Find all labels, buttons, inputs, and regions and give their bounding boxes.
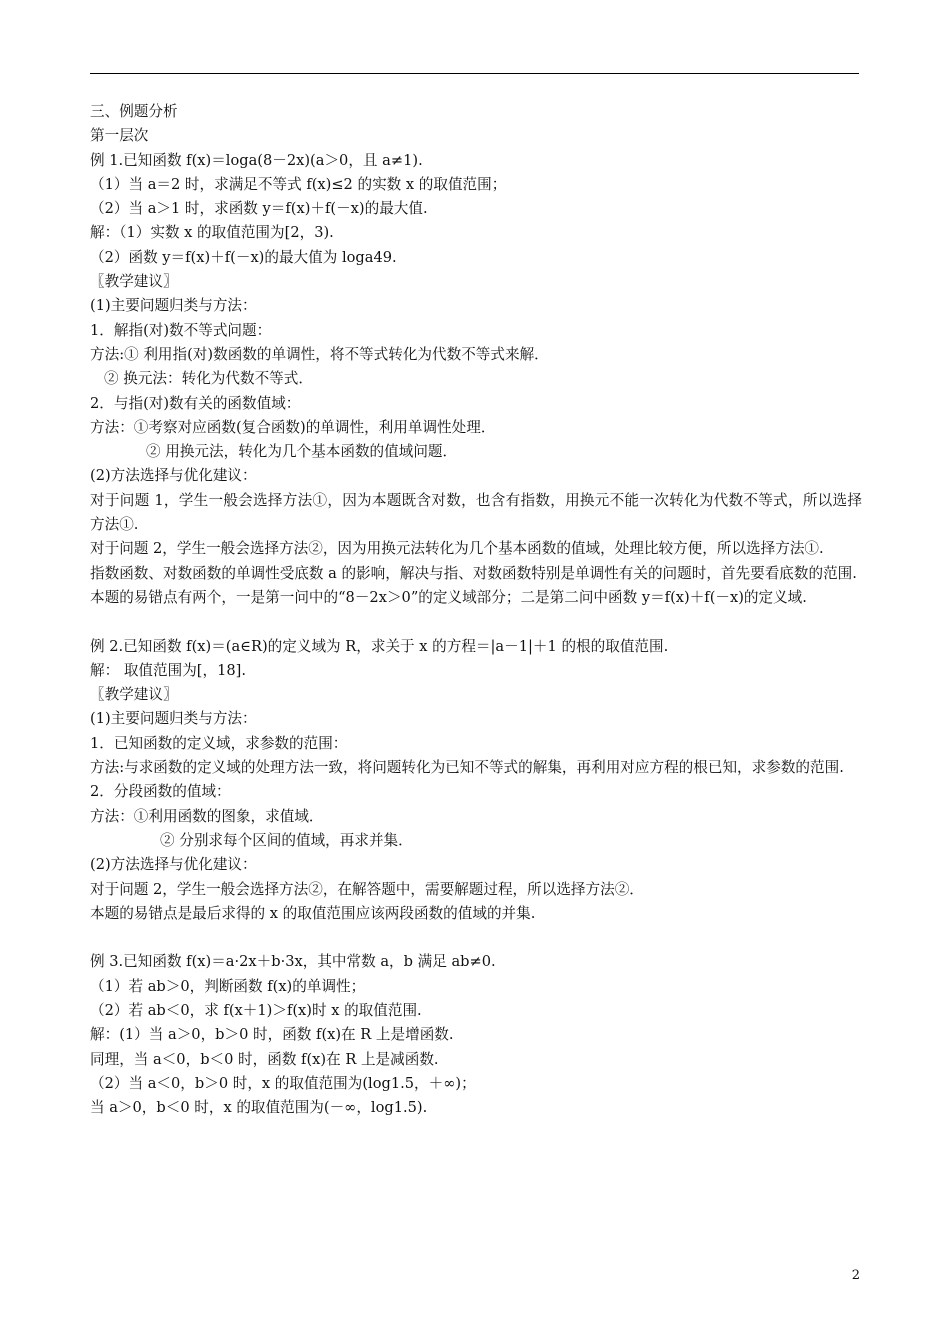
section-heading: 三、例题分析 xyxy=(90,103,178,120)
method-line: ② 分别求每个区间的值域，再求并集． xyxy=(160,831,413,849)
advice-item: 2．分段函数的值域： xyxy=(90,783,231,801)
example-1-solution-1: 解：（1）实数 x 的取值范围为[2，3). xyxy=(90,224,334,242)
example-3-statement: 例 3.已知函数 f(x)＝a·2x＋b·3x，其中常数 a，b 满足 ab≠0. xyxy=(90,953,496,971)
advice-paragraph: 对于问题 1，学生一般会选择方法①，因为本题既含对数，也含有指数，用换元不能一次转化为代数不等式，所以选择方法①. xyxy=(90,491,862,534)
example-2-statement: 例 2.已知函数 f(x)＝(a∈R)的定义域为 R，求关于 x 的方程＝|a－1|＋1 的根的取值范围. xyxy=(90,637,669,655)
header-rule xyxy=(90,73,859,74)
page-number: 2 xyxy=(851,1268,860,1283)
example-1-statement: 例 1.已知函数 f(x)＝loga(8－2x)(a＞0，且 a≠1). xyxy=(90,151,423,169)
advice-paragraph: 本题的易错点是最后求得的 x 的取值范围应该两段函数的值域的并集. xyxy=(90,904,536,922)
advice-paragraph: 对于问题 2，学生一般会选择方法②，在解答题中，需要解题过程，所以选择方法②． xyxy=(90,880,644,898)
method-line: ② 换元法：转化为代数不等式． xyxy=(104,370,313,388)
example-1-solution-2: （2）函数 y＝f(x)＋f(－x)的最大值为 loga49. xyxy=(90,248,397,266)
example-3-solution-line: 当 a＞0，b＜0 时，x 的取值范围为(－∞，log1.5). xyxy=(90,1099,428,1117)
advice-paragraph: 本题的易错点有两个，一是第一问中的“8－2x＞0”的定义域部分；二是第二问中函数 y＝f(x)＋f(－x)的定义域. xyxy=(90,588,807,606)
advice-subheading: (1)主要问题归类与方法： xyxy=(90,710,257,728)
advice-item: 1．已知函数的定义域，求参数的范围： xyxy=(90,734,348,752)
example-1-part-2: （2）当 a＞1 时，求函数 y＝f(x)＋f(－x)的最大值. xyxy=(90,200,428,218)
example-3-solution-2: （2）当 a＜0，b＞0 时，x 的取值范围为(log1.5，＋∞)； xyxy=(90,1074,476,1092)
level-heading: 第一层次 xyxy=(90,127,149,145)
method-line: 方法：①利用函数的图象，求值域． xyxy=(90,807,324,825)
advice-subheading: (1)主要问题归类与方法： xyxy=(90,297,257,315)
teaching-advice-heading: 〖教学建议〗 xyxy=(90,686,178,704)
paragraph-gap xyxy=(90,610,862,634)
method-line: ② 用换元法，转化为几个基本函数的值域问题． xyxy=(146,443,458,461)
document-body xyxy=(90,100,862,1120)
example-1-part-1: （1）当 a＝2 时，求满足不等式 f(x)≤2 的实数 x 的取值范围； xyxy=(90,175,507,193)
advice-subheading: (2)方法选择与优化建议： xyxy=(90,856,257,874)
paragraph-gap xyxy=(90,926,862,950)
method-line: 方法:① 利用指(对)数函数的单调性，将不等式转化为代数不等式来解． xyxy=(90,345,549,363)
teaching-advice-heading: 〖教学建议〗 xyxy=(90,273,178,291)
advice-paragraph: 方法:与求函数的定义域的处理方法一致，将问题转化为已知不等式的解集，再利用对应方程的根已知，求参数的范围. xyxy=(90,759,844,777)
example-2-solution: 解： 取值范围为[，18]. xyxy=(90,661,246,679)
advice-item: 1．解指(对)数不等式问题： xyxy=(90,321,272,339)
advice-paragraph: 对于问题 2，学生一般会选择方法②，因为用换元法转化为几个基本函数的值域，处理比较方便，所以选择方法①. xyxy=(90,540,824,558)
method-line: 方法：①考察对应函数(复合函数)的单调性，利用单调性处理． xyxy=(90,418,496,436)
example-3-part-2: （2）若 ab＜0，求 f(x＋1)＞f(x)时 x 的取值范围. xyxy=(90,1001,422,1019)
advice-paragraph: 指数函数、对数函数的单调性受底数 a 的影响，解决与指、对数函数特别是单调性有关的问题时，首先要看底数的范围. xyxy=(90,564,857,582)
advice-subheading: (2)方法选择与优化建议： xyxy=(90,467,257,485)
example-3-solution-line: 同理，当 a＜0，b＜0 时，函数 f(x)在 R 上是减函数. xyxy=(90,1050,439,1068)
advice-item: 2．与指(对)数有关的函数值域： xyxy=(90,394,301,412)
example-3-solution-1: 解：(1）当 a＞0，b＞0 时，函数 f(x)在 R 上是增函数. xyxy=(90,1026,454,1044)
example-3-part-1: （1）若 ab＞0，判断函数 f(x)的单调性； xyxy=(90,977,366,995)
